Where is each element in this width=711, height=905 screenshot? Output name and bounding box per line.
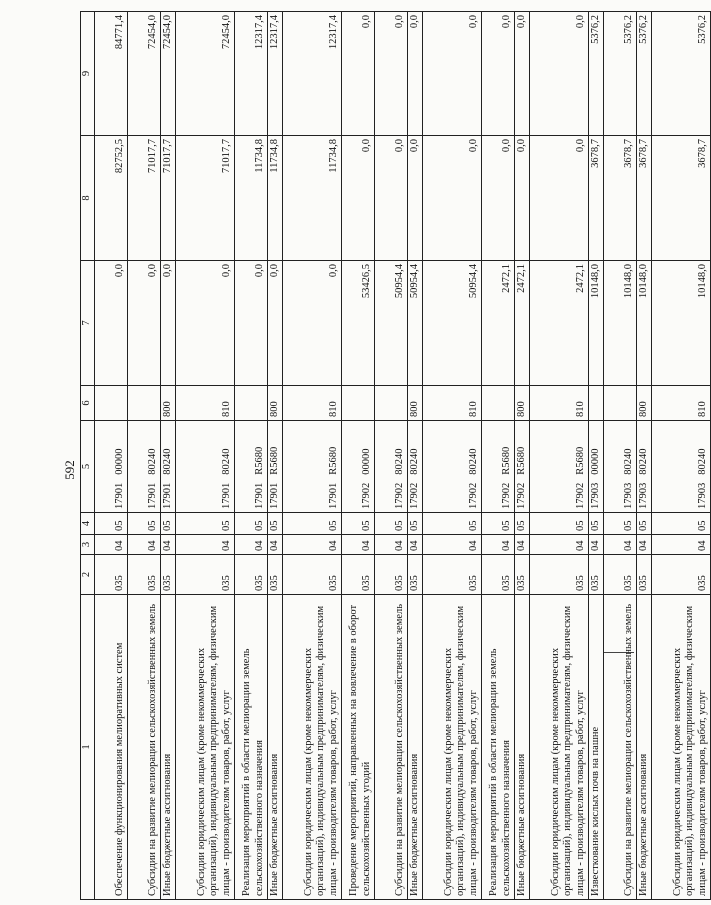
admin-code: 035 (127, 555, 160, 595)
subsection-code: 05 (160, 513, 175, 535)
table-row (374, 12, 407, 900)
article-code: R5680 (254, 446, 265, 475)
column-header: 2 (81, 555, 95, 595)
subsection-code: 05 (234, 513, 267, 535)
program-code: 17902 (361, 482, 372, 509)
section-code: 04 (603, 535, 636, 555)
article-code: 80240 (394, 448, 405, 475)
expense-type-code (603, 386, 636, 421)
subsection-code: 05 (529, 513, 588, 535)
table-row (341, 12, 374, 900)
program-code (175, 421, 234, 513)
article-code: 80240 (638, 448, 649, 475)
section-code: 04 (514, 535, 529, 555)
program-code (651, 421, 710, 513)
row-name: Иные бюджетные ассигнования (636, 595, 651, 900)
admin-code: 035 (267, 555, 282, 595)
row-name: Субсидии юридическим лицам (кроме некоммерческих организаций), индивидуальным предпринимателям, физическим лицам - производителям товаров, работ, услуг (175, 595, 234, 900)
expense-type-code: 810 (651, 386, 710, 421)
section-code: 04 (651, 535, 710, 555)
subsection-code: 05 (481, 513, 514, 535)
amount-col7: 0,0 (94, 261, 127, 386)
program-code (407, 421, 422, 513)
table-row (636, 12, 651, 900)
table-body (94, 12, 710, 900)
program-code: 17901 (269, 482, 280, 509)
amount-col8: 3678,7 (651, 136, 710, 261)
admin-code: 035 (160, 555, 175, 595)
section-code: 04 (267, 535, 282, 555)
amount-col7: 2472,1 (514, 261, 529, 386)
rotated-budget-page (60, 0, 708, 905)
amount-col9: 5376,2 (636, 12, 651, 136)
amount-col8: 3678,7 (588, 136, 603, 261)
subsection-code: 05 (127, 513, 160, 535)
amount-col7: 53426,5 (341, 261, 374, 386)
admin-code: 035 (481, 555, 514, 595)
subsection-code: 05 (636, 513, 651, 535)
article-code: 80240 (221, 448, 232, 475)
amount-col9: 72454,0 (175, 12, 234, 136)
admin-code: 035 (175, 555, 234, 595)
subsection-code: 05 (651, 513, 710, 535)
column-header: 3 (81, 535, 95, 555)
row-name: Известкование кислых почв на пашне (588, 595, 603, 900)
amount-col9: 12317,4 (267, 12, 282, 136)
section-code: 04 (529, 535, 588, 555)
expense-type-code (234, 386, 267, 421)
table-row (529, 12, 588, 900)
program-code (422, 421, 481, 513)
section-code: 04 (282, 535, 341, 555)
program-code: 17901 (254, 482, 265, 509)
amount-col8: 0,0 (341, 136, 374, 261)
article-code: R5680 (575, 446, 586, 475)
section-code: 04 (175, 535, 234, 555)
amount-col7: 10148,0 (636, 261, 651, 386)
table-row (603, 12, 636, 900)
row-name: Реализация мероприятий в области мелиорации земель сельскохозяйственного назначения (481, 595, 514, 900)
admin-code: 035 (422, 555, 481, 595)
amount-col8: 11734,8 (267, 136, 282, 261)
table-row (282, 12, 341, 900)
program-code (636, 421, 651, 513)
amount-col8: 0,0 (374, 136, 407, 261)
program-code (341, 421, 374, 513)
table-row (234, 12, 267, 900)
row-name: Обеспечение функционирования мелиоративных систем (94, 595, 127, 900)
admin-code: 035 (514, 555, 529, 595)
amount-col7: 0,0 (160, 261, 175, 386)
column-header: 9 (81, 12, 95, 136)
amount-col7: 10148,0 (651, 261, 710, 386)
row-name: Иные бюджетные ассигнования (514, 595, 529, 900)
admin-code: 035 (94, 555, 127, 595)
amount-col7: 10148,0 (588, 261, 603, 386)
program-code: 17902 (394, 482, 405, 509)
subsection-code: 05 (282, 513, 341, 535)
program-code (514, 421, 529, 513)
column-header: 6 (81, 386, 95, 421)
program-code: 17902 (468, 482, 479, 509)
section-code: 04 (341, 535, 374, 555)
article-code: R5680 (516, 446, 527, 475)
amount-col9: 72454,0 (160, 12, 175, 136)
admin-code: 035 (234, 555, 267, 595)
section-code: 04 (127, 535, 160, 555)
row-name: Иные бюджетные ассигнования (160, 595, 175, 900)
article-code: 80240 (623, 448, 634, 475)
amount-col7: 50954,4 (407, 261, 422, 386)
expense-type-code (341, 386, 374, 421)
section-code: 04 (588, 535, 603, 555)
section-code: 04 (422, 535, 481, 555)
amount-col7: 2472,1 (529, 261, 588, 386)
row-name: Субсидии на развитие мелиорации сельскохозяйственных земель (374, 595, 407, 900)
row-name: Субсидии на развитие мелиорации сельскохозяйственных земель (603, 595, 636, 900)
amount-col7: 0,0 (234, 261, 267, 386)
column-number-row (81, 12, 95, 900)
amount-col8: 0,0 (481, 136, 514, 261)
expense-type-code: 810 (422, 386, 481, 421)
admin-code: 035 (341, 555, 374, 595)
program-code: 17901 (147, 482, 158, 509)
program-code: 17903 (638, 482, 649, 509)
section-code: 04 (374, 535, 407, 555)
expense-type-code: 800 (407, 386, 422, 421)
row-name: Субсидии юридическим лицам (кроме некоммерческих организаций), индивидуальным предпринимателям, физическим лицам - производителям товаров, работ, услуг (529, 595, 588, 900)
section-code: 04 (160, 535, 175, 555)
table-row (160, 12, 175, 900)
program-code: 17903 (697, 482, 708, 509)
admin-code: 035 (529, 555, 588, 595)
expense-type-code: 810 (529, 386, 588, 421)
row-name: Субсидии юридическим лицам (кроме некоммерческих организаций), индивидуальным предпринимателям, физическим лицам - производителям товаров, работ, услуг (282, 595, 341, 900)
table-row (588, 12, 603, 900)
column-header: 5 (81, 421, 95, 513)
article-code: R5680 (501, 446, 512, 475)
article-code: R5680 (328, 446, 339, 475)
budget-allocation-table (80, 11, 711, 900)
program-code (588, 421, 603, 513)
amount-col9: 0,0 (341, 12, 374, 136)
column-header: 4 (81, 513, 95, 535)
expense-type-code: 810 (282, 386, 341, 421)
amount-col8: 11734,8 (234, 136, 267, 261)
article-code: 00000 (361, 448, 372, 475)
article-code: 80240 (697, 448, 708, 475)
section-code: 04 (481, 535, 514, 555)
program-code: 17901 (221, 482, 232, 509)
program-code: 17901 (162, 482, 173, 509)
amount-col8: 0,0 (407, 136, 422, 261)
subsection-code: 05 (267, 513, 282, 535)
amount-col8: 71017,7 (160, 136, 175, 261)
amount-col9: 5376,2 (588, 12, 603, 136)
program-code: 17901 (114, 482, 125, 509)
expense-type-code (481, 386, 514, 421)
expense-type-code: 800 (636, 386, 651, 421)
admin-code: 035 (407, 555, 422, 595)
table-row (267, 12, 282, 900)
table-row (481, 12, 514, 900)
row-name: Субсидии на развитие мелиорации сельскохозяйственных земель (127, 595, 160, 900)
program-code: 17903 (590, 482, 601, 509)
amount-col9: 0,0 (407, 12, 422, 136)
expense-type-code: 800 (267, 386, 282, 421)
subsection-code: 05 (94, 513, 127, 535)
amount-col8: 0,0 (529, 136, 588, 261)
expense-type-code: 800 (514, 386, 529, 421)
table-row (651, 12, 710, 900)
expense-type-code (374, 386, 407, 421)
column-header: 8 (81, 136, 95, 261)
admin-code: 035 (282, 555, 341, 595)
amount-col8: 11734,8 (282, 136, 341, 261)
amount-col7: 0,0 (282, 261, 341, 386)
row-name: Проведение мероприятий, направленных на вовлечение в оборот сельскохозяйственных угодий (341, 595, 374, 900)
amount-col8: 0,0 (514, 136, 529, 261)
amount-col7: 2472,1 (481, 261, 514, 386)
admin-code: 035 (603, 555, 636, 595)
subsection-code: 05 (514, 513, 529, 535)
article-code: 80240 (409, 448, 420, 475)
amount-col9: 5376,2 (651, 12, 710, 136)
program-code: 17902 (575, 482, 586, 509)
amount-col7: 50954,4 (422, 261, 481, 386)
amount-col8: 0,0 (422, 136, 481, 261)
amount-col7: 0,0 (175, 261, 234, 386)
amount-col9: 0,0 (514, 12, 529, 136)
expense-type-code: 800 (160, 386, 175, 421)
article-code: R5680 (269, 446, 280, 475)
admin-code: 035 (374, 555, 407, 595)
amount-col7: 0,0 (267, 261, 282, 386)
row-name: Реализация мероприятий в области мелиорации земель сельскохозяйственного назначения (234, 595, 267, 900)
section-code: 04 (94, 535, 127, 555)
row-name: Субсидии юридическим лицам (кроме некоммерческих организаций), индивидуальным предпринимателям, физическим лицам - производителям товаров, работ, услуг (651, 595, 710, 900)
program-code (267, 421, 282, 513)
program-code (160, 421, 175, 513)
program-code (234, 421, 267, 513)
subsection-code: 05 (407, 513, 422, 535)
column-header: 1 (81, 595, 95, 900)
subsection-code: 05 (374, 513, 407, 535)
program-code (603, 421, 636, 513)
amount-col8: 3678,7 (603, 136, 636, 261)
article-code: 80240 (162, 448, 173, 475)
amount-col9: 0,0 (529, 12, 588, 136)
expense-type-code (588, 386, 603, 421)
amount-col7: 10148,0 (603, 261, 636, 386)
section-code: 04 (636, 535, 651, 555)
row-name: Иные бюджетные ассигнования (407, 595, 422, 900)
row-name: Субсидии юридическим лицам (кроме некоммерческих организаций), индивидуальным предпринимателям, физическим лицам - производителям товаров, работ, услуг (422, 595, 481, 900)
table-row (94, 12, 127, 900)
program-code (94, 421, 127, 513)
amount-col8: 71017,7 (127, 136, 160, 261)
amount-col9: 72454,0 (127, 12, 160, 136)
article-code: 00000 (114, 448, 125, 475)
amount-col9: 5376,2 (603, 12, 636, 136)
article-code: 80240 (147, 448, 158, 475)
program-code: 17903 (623, 482, 634, 509)
program-code (282, 421, 341, 513)
program-code (481, 421, 514, 513)
amount-col8: 82752,5 (94, 136, 127, 261)
program-code: 17902 (501, 482, 512, 509)
amount-col9: 84771,4 (94, 12, 127, 136)
program-code: 17902 (409, 482, 420, 509)
amount-col9: 0,0 (374, 12, 407, 136)
admin-code: 035 (636, 555, 651, 595)
expense-type-code (127, 386, 160, 421)
article-code: 00000 (590, 448, 601, 475)
admin-code: 035 (588, 555, 603, 595)
expense-type-code (94, 386, 127, 421)
amount-col7: 0,0 (127, 261, 160, 386)
table-row (422, 12, 481, 900)
amount-col9: 12317,4 (282, 12, 341, 136)
subsection-code: 05 (175, 513, 234, 535)
expense-type-code: 810 (175, 386, 234, 421)
amount-col7: 50954,4 (374, 261, 407, 386)
table-row (514, 12, 529, 900)
amount-col9: 0,0 (481, 12, 514, 136)
subsection-code: 05 (588, 513, 603, 535)
subsection-code: 05 (603, 513, 636, 535)
amount-col9: 12317,4 (234, 12, 267, 136)
amount-col8: 3678,7 (636, 136, 651, 261)
program-code (127, 421, 160, 513)
article-code: 80240 (468, 448, 479, 475)
page-number: 592 (62, 460, 77, 480)
column-header: 7 (81, 261, 95, 386)
program-code: 17902 (516, 482, 527, 509)
admin-code: 035 (651, 555, 710, 595)
program-code (529, 421, 588, 513)
subsection-code: 05 (341, 513, 374, 535)
section-code: 04 (407, 535, 422, 555)
subsection-code: 05 (422, 513, 481, 535)
amount-col8: 71017,7 (175, 136, 234, 261)
amount-col9: 0,0 (422, 12, 481, 136)
table-row (175, 12, 234, 900)
program-code (374, 421, 407, 513)
row-name: Иные бюджетные ассигнования (267, 595, 282, 900)
section-code: 04 (234, 535, 267, 555)
table-row (407, 12, 422, 900)
table-row (127, 12, 160, 900)
program-code: 17901 (328, 482, 339, 509)
